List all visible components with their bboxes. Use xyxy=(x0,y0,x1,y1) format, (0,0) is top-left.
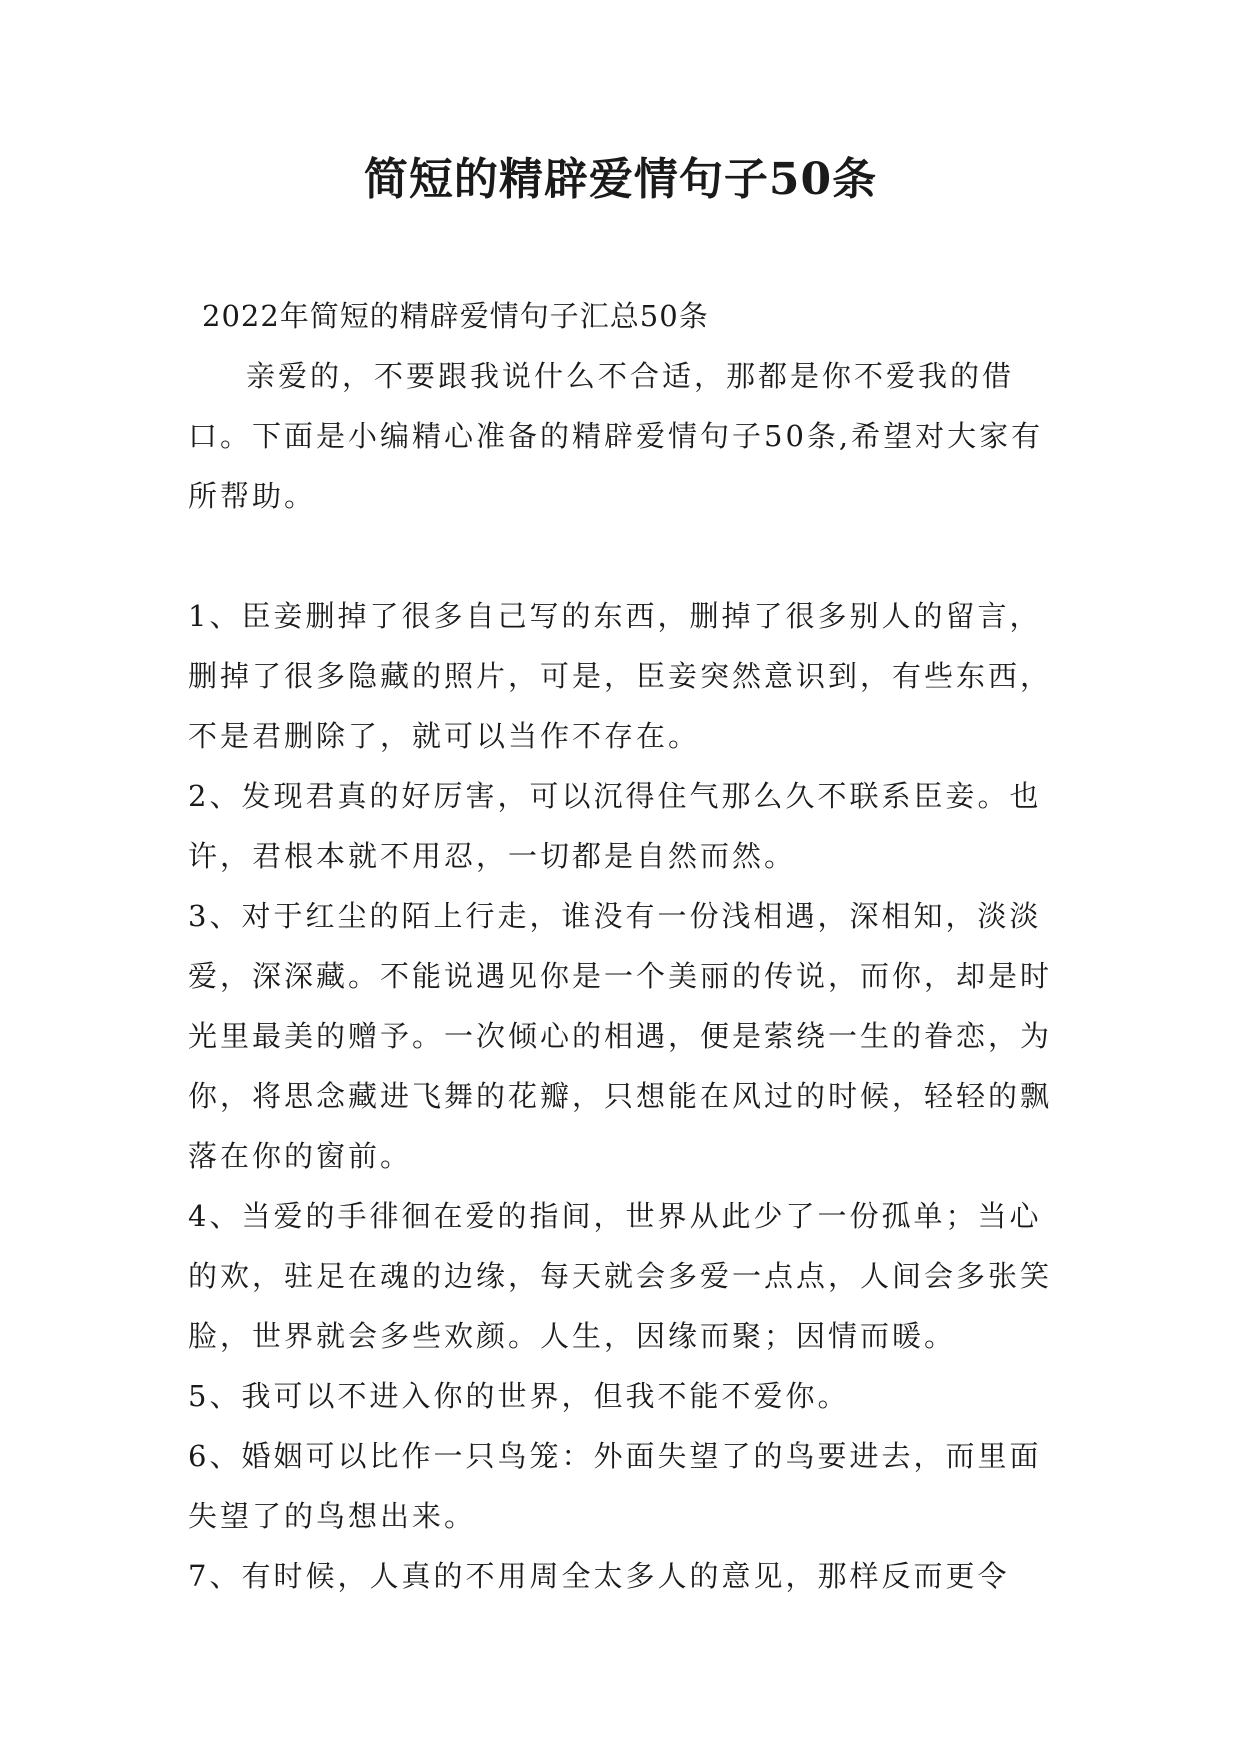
list-item: 3、对于红尘的陌上行走，谁没有一份浅相遇，深相知，淡淡爱，深深藏。不能说遇见你是一个美丽的传说，而你，却是时光里最美的赠予。一次倾心的相遇，便是萦绕一生的眷恋，为你，将思念藏进飞舞的花瓣，只想能在风过的时候，轻轻的飘落在你的窗前。 xyxy=(188,899,1053,1173)
intro-paragraph: 亲爱的，不要跟我说什么不合适，那都是你不爱我的借口。下面是小编精心准备的精辟爱情句子50条,希望对大家有所帮助。 xyxy=(188,359,1044,513)
document-body xyxy=(188,286,1058,1606)
list-item: 7、有时候，人真的不用周全太多人的意见，那样反而更令 xyxy=(188,1559,1010,1593)
list-item: 4、当爱的手徘徊在爱的指间，世界从此少了一份孤单；当心的欢，驻足在魂的边缘，每天就会多爱一点点，人间会多张笑脸，世界就会多些欢颜。人生，因缘而聚；因情而暖。 xyxy=(188,1199,1053,1353)
list-item: 1、臣妾删掉了很多自己写的东西，删掉了很多别人的留言，删掉了很多隐藏的照片，可是，臣妾突然意识到，有些东西，不是君删除了，就可以当作不存在。 xyxy=(188,599,1053,753)
list-item: 2、发现君真的好厉害，可以沉得住气那么久不联系臣妾。也许，君根本就不用忍，一切都是自然而然。 xyxy=(188,779,1042,873)
list-item: 5、我可以不进入你的世界，但我不能不爱你。 xyxy=(188,1379,850,1413)
page-title: 简短的精辟爱情句子50条 xyxy=(363,154,878,205)
list-item: 6、婚姻可以比作一只鸟笼：外面失望了的鸟要进去，而里面失望了的鸟想出来。 xyxy=(188,1439,1042,1533)
subtitle: 2022年简短的精辟爱情句子汇总50条 xyxy=(202,299,709,333)
blank-line xyxy=(188,526,1058,586)
